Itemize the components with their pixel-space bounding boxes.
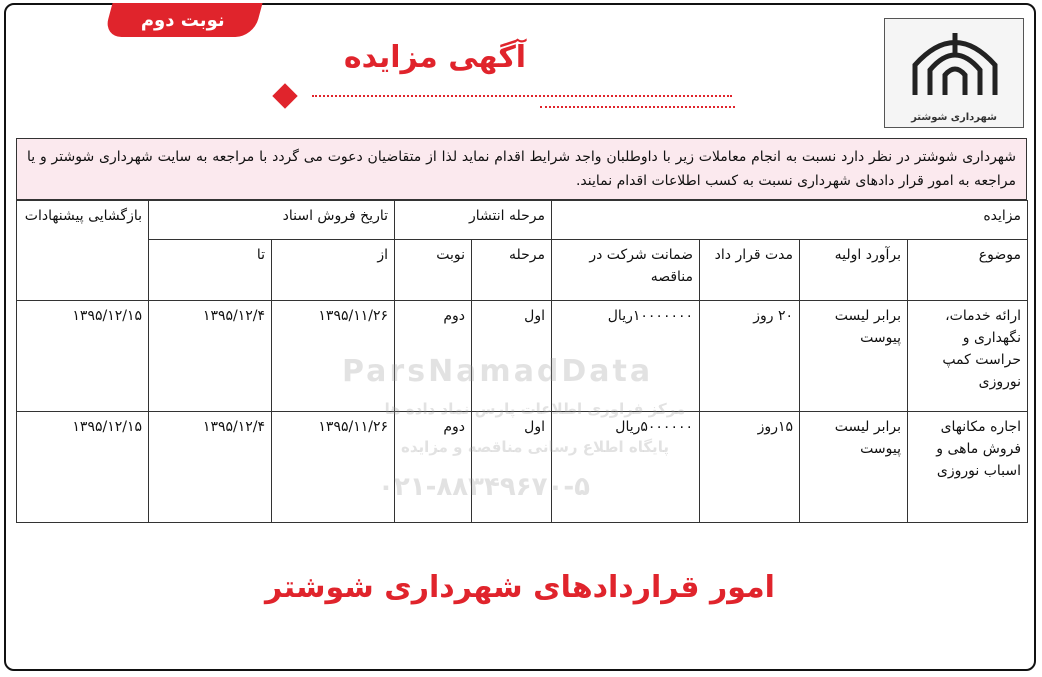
table-row <box>17 412 1028 523</box>
cell-stage: اول <box>472 412 552 523</box>
cell-subject: اجاره مکانهای فروش ماهی و اسباب نوروزی <box>908 412 1028 523</box>
intro-paragraph: شهرداری شوشتر در نظر دارد نسبت به انجام معاملات زیر با داوطلبان واجد شرایط اقدام نماید لذا از متقاضیان دعوت می گردد با مراجعه به سایت شهرداری شوشتر و یا مراجعه به امور قرار دادهای شهرداری نسبت به کسب اطلاعات اقدام نمایند. <box>16 138 1027 200</box>
col-to: تا <box>149 240 272 301</box>
header-publication: مرحله انتشار <box>395 201 552 240</box>
cell-stage: اول <box>472 301 552 412</box>
col-guarantee: ضمانت شرکت در مناقصه <box>552 240 700 301</box>
header-doc-sale: تاریخ فروش اسناد <box>149 201 395 240</box>
cell-estimate: برابر لیست پیوست <box>800 412 908 523</box>
cell-turn: دوم <box>395 412 472 523</box>
col-subject: موضوع <box>908 240 1028 301</box>
header-opening: بازگشایی پیشنهادات <box>17 201 149 301</box>
cell-estimate: برابر لیست پیوست <box>800 301 908 412</box>
municipality-logo <box>884 18 1024 128</box>
col-estimate: برآورد اولیه <box>800 240 908 301</box>
cell-from: ۱۳۹۵/۱۱/۲۶ <box>272 412 395 523</box>
cell-guarantee: ۱۰۰۰۰۰۰۰ریال <box>552 301 700 412</box>
cell-duration: ۱۵روز <box>700 412 800 523</box>
title-divider-secondary <box>540 106 735 108</box>
header-auction: مزایده <box>552 201 1028 240</box>
table-row <box>17 301 1028 412</box>
building-icon <box>905 25 1005 105</box>
col-from: از <box>272 240 395 301</box>
watermark-brand: ParsNamadData <box>342 354 654 389</box>
cell-from: ۱۳۹۵/۱۱/۲۶ <box>272 301 395 412</box>
watermark-line1: مرکز فراوری اطلاعات پارس نماد داده ها <box>384 400 686 418</box>
cell-to: ۱۳۹۵/۱۲/۴ <box>149 412 272 523</box>
cell-turn: دوم <box>395 301 472 412</box>
cell-to: ۱۳۹۵/۱۲/۴ <box>149 301 272 412</box>
cell-duration: ۲۰ روز <box>700 301 800 412</box>
col-turn: نوبت <box>395 240 472 301</box>
col-duration: مدت قرار داد <box>700 240 800 301</box>
page-title: آگهی مزایده <box>343 40 527 75</box>
logo-caption: شهرداری شوشتر <box>911 112 997 123</box>
watermark-line2: پایگاه اطلاع رسانی مناقصه و مزایده <box>401 438 669 456</box>
badge-label: نوبت دوم <box>141 9 225 31</box>
auction-table <box>16 200 1028 523</box>
cell-opening: ۱۳۹۵/۱۲/۱۵ <box>17 301 149 412</box>
cell-opening: ۱۳۹۵/۱۲/۱۵ <box>17 412 149 523</box>
cell-subject: ارائه خدمات، نگهداری و حراست کمپ نوروزی <box>908 301 1028 412</box>
cell-guarantee: ۵۰۰۰۰۰۰ریال <box>552 412 700 523</box>
column-header-row <box>17 240 1028 301</box>
group-header-row <box>17 201 1028 240</box>
col-stage: مرحله <box>472 240 552 301</box>
second-turn-badge <box>103 3 262 37</box>
footer-signature: امور قراردادهای شهرداری شوشتر <box>265 570 775 605</box>
watermark-phone: ۰۲۱-۸۸۳۴۹۶۷۰-۵ <box>378 472 591 502</box>
title-divider <box>312 95 732 97</box>
